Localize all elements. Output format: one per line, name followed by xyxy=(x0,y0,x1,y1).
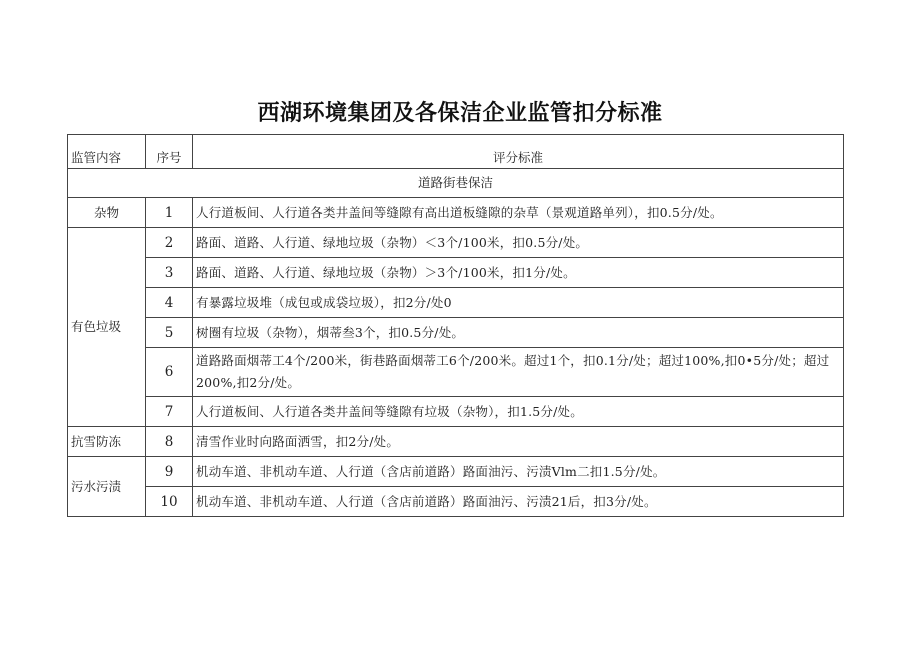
category-cell: 抗雪防冻 xyxy=(68,427,146,457)
table-row xyxy=(68,228,844,258)
seq-cell: 6 xyxy=(146,348,193,397)
header-standard: 评分标准 xyxy=(193,135,844,169)
table-row xyxy=(68,318,844,348)
header-seq: 序号 xyxy=(146,135,193,169)
header-content: 监管内容 xyxy=(68,135,146,169)
table-row xyxy=(68,457,844,487)
table-row xyxy=(68,258,844,288)
deduction-standards-table xyxy=(67,134,844,517)
table-row xyxy=(68,348,844,397)
standard-cell: 机动车道、非机动车道、人行道（含店前道路）路面油污、污渍21后，扣3分/处。 xyxy=(193,487,844,517)
seq-cell: 5 xyxy=(146,318,193,348)
seq-cell: 7 xyxy=(146,397,193,427)
standard-cell: 人行道板间、人行道各类井盖间等缝隙有高出道板缝隙的杂草（景观道路单列），扣0.5分/处。 xyxy=(193,198,844,228)
table-row xyxy=(68,427,844,457)
seq-cell: 9 xyxy=(146,457,193,487)
seq-cell: 1 xyxy=(146,198,193,228)
table-row xyxy=(68,487,844,517)
standard-cell: 机动车道、非机动车道、人行道（含店前道路）路面油污、污渍Vlm二扣1.5分/处。 xyxy=(193,457,844,487)
seq-cell: 3 xyxy=(146,258,193,288)
seq-cell: 8 xyxy=(146,427,193,457)
page-title: 西湖环境集团及各保洁企业监管扣分标准 xyxy=(257,101,663,126)
standard-cell: 路面、道路、人行道、绿地垃圾（杂物）＞3个/100米，扣1分/处。 xyxy=(193,258,844,288)
category-cell: 污水污渍 xyxy=(68,457,146,517)
category-cell: 杂物 xyxy=(68,198,146,228)
standard-cell: 路面、道路、人行道、绿地垃圾（杂物）＜3个/100米，扣0.5分/处。 xyxy=(193,228,844,258)
table-header-row xyxy=(68,135,844,169)
section-row xyxy=(68,169,844,198)
section-title: 道路街巷保洁 xyxy=(68,169,844,198)
seq-cell: 2 xyxy=(146,228,193,258)
seq-cell: 10 xyxy=(146,487,193,517)
category-cell: 有色垃圾 xyxy=(68,228,146,427)
standard-cell: 有暴露垃圾堆（成包或成袋垃圾），扣2分/处0 xyxy=(193,288,844,318)
table-row xyxy=(68,288,844,318)
table-row xyxy=(68,198,844,228)
standard-cell: 树圈有垃圾（杂物），烟蒂叁3个，扣0.5分/处。 xyxy=(193,318,844,348)
seq-cell: 4 xyxy=(146,288,193,318)
standard-cell: 人行道板间、人行道各类井盖间等缝隙有垃圾（杂物），扣1.5分/处。 xyxy=(193,397,844,427)
standard-cell: 清雪作业时向路面洒雪，扣2分/处。 xyxy=(193,427,844,457)
standard-cell: 道路路面烟蒂工4个/200米，街巷路面烟蒂工6个/200米。超过1个，扣0.1分/处；超过100%,扣0•5分/处；超过200%,扣2分/处。 xyxy=(193,348,844,397)
table-row xyxy=(68,397,844,427)
